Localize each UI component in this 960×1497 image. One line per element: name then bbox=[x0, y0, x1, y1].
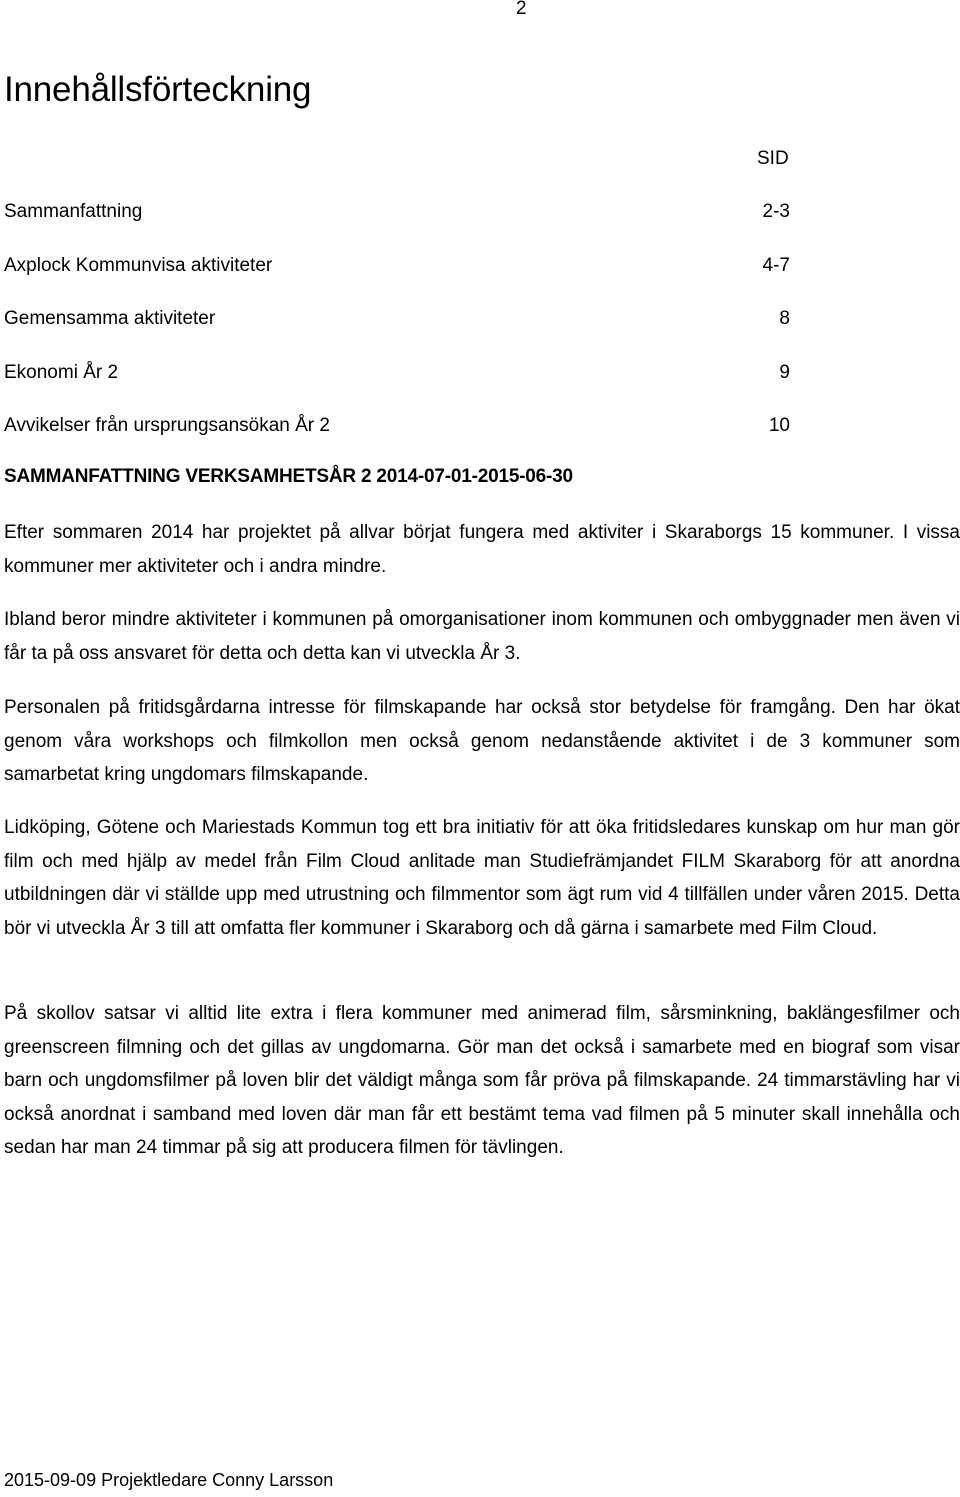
toc-entry bbox=[4, 255, 790, 281]
toc-entry-pages: 10 bbox=[768, 415, 790, 436]
toc-entry bbox=[4, 308, 790, 334]
summary-paragraph: Personalen på fritidsgårdarna intresse för filmskapande har också stor betydelse för framgång. Den har ökat genom våra workshops och filmkollon men också genom nedanstående aktivitet i de 3 kommuner som samarbetat kring ungdomars filmskapande. bbox=[4, 697, 960, 785]
toc-entry-pages: 4-7 bbox=[762, 255, 790, 276]
summary-paragraph: Lidköping, Götene och Mariestads Kommun tog ett bra initiativ för att öka fritidsledares kunskap om hur man gör film och med hjälp av medel från Film Cloud anlitade man Studiefrämjandet FILM Skaraborg för att anordna utbildningen där vi ställde upp med utrustning och filmmentor som ägt rum vid 4 tillfällen under våren 2015. Detta bör vi utveckla År 3 till att omfatta fler kommuner i Skaraborg och då gärna i samarbete med Film Cloud. bbox=[4, 817, 960, 939]
summary-paragraph: Ibland beror mindre aktiviteter i kommunen på omorganisationer inom kommunen och ombyggnader men även vi får ta på oss ansvaret för detta och detta kan vi utveckla År 3. bbox=[4, 609, 960, 664]
page-footer: 2015-09-09 Projektledare Conny Larsson bbox=[4, 1470, 334, 1490]
toc-entry bbox=[4, 415, 790, 441]
toc-entry-pages: 9 bbox=[779, 362, 790, 383]
toc-entry-pages: 2-3 bbox=[762, 201, 790, 222]
toc-entry-label: Avvikelser från ursprungsansökan År 2 bbox=[4, 415, 330, 436]
toc-entry-label: Sammanfattning bbox=[4, 201, 143, 222]
summary-paragraph: Efter sommaren 2014 har projektet på allvar börjat fungera med aktiviter i Skaraborgs 15 kommuner. I vissa kommuner mer aktiviteter och i andra mindre. bbox=[4, 522, 960, 577]
toc-entry bbox=[4, 201, 790, 227]
toc-entry-label: Ekonomi År 2 bbox=[4, 362, 119, 383]
toc-entry-pages: 8 bbox=[779, 308, 790, 329]
toc-entry-label: Gemensamma aktiviteter bbox=[4, 308, 216, 329]
summary-paragraph: På skollov satsar vi alltid lite extra i flera kommuner med animerad film, sårsminkning, baklängesfilmer och greenscreen filmning och det gillas av ungdomarna. Gör man det också i samarbete med en biograf som visar barn och ungdomsfilmer på loven blir det väldigt många som får pröva på filmskapande. 24 timmarstävling har vi också anordnat i samband med loven där man får ett bestämt tema vad filmen på 5 minuter skall innehålla och sedan har man 24 timmar på sig att producera filmen för tävlingen. bbox=[4, 1003, 960, 1158]
section-heading: SAMMANFATTNING VERKSAMHETSÅR 2 2014-07-01-2015-06-30 bbox=[4, 466, 573, 487]
toc-entry-label: Axplock Kommunvisa aktiviteter bbox=[4, 255, 273, 276]
toc-entry bbox=[4, 362, 790, 388]
page-title: Innehållsförteckning bbox=[4, 70, 312, 109]
page-number: 2 bbox=[516, 0, 527, 19]
toc-column-header: SID bbox=[757, 148, 789, 169]
